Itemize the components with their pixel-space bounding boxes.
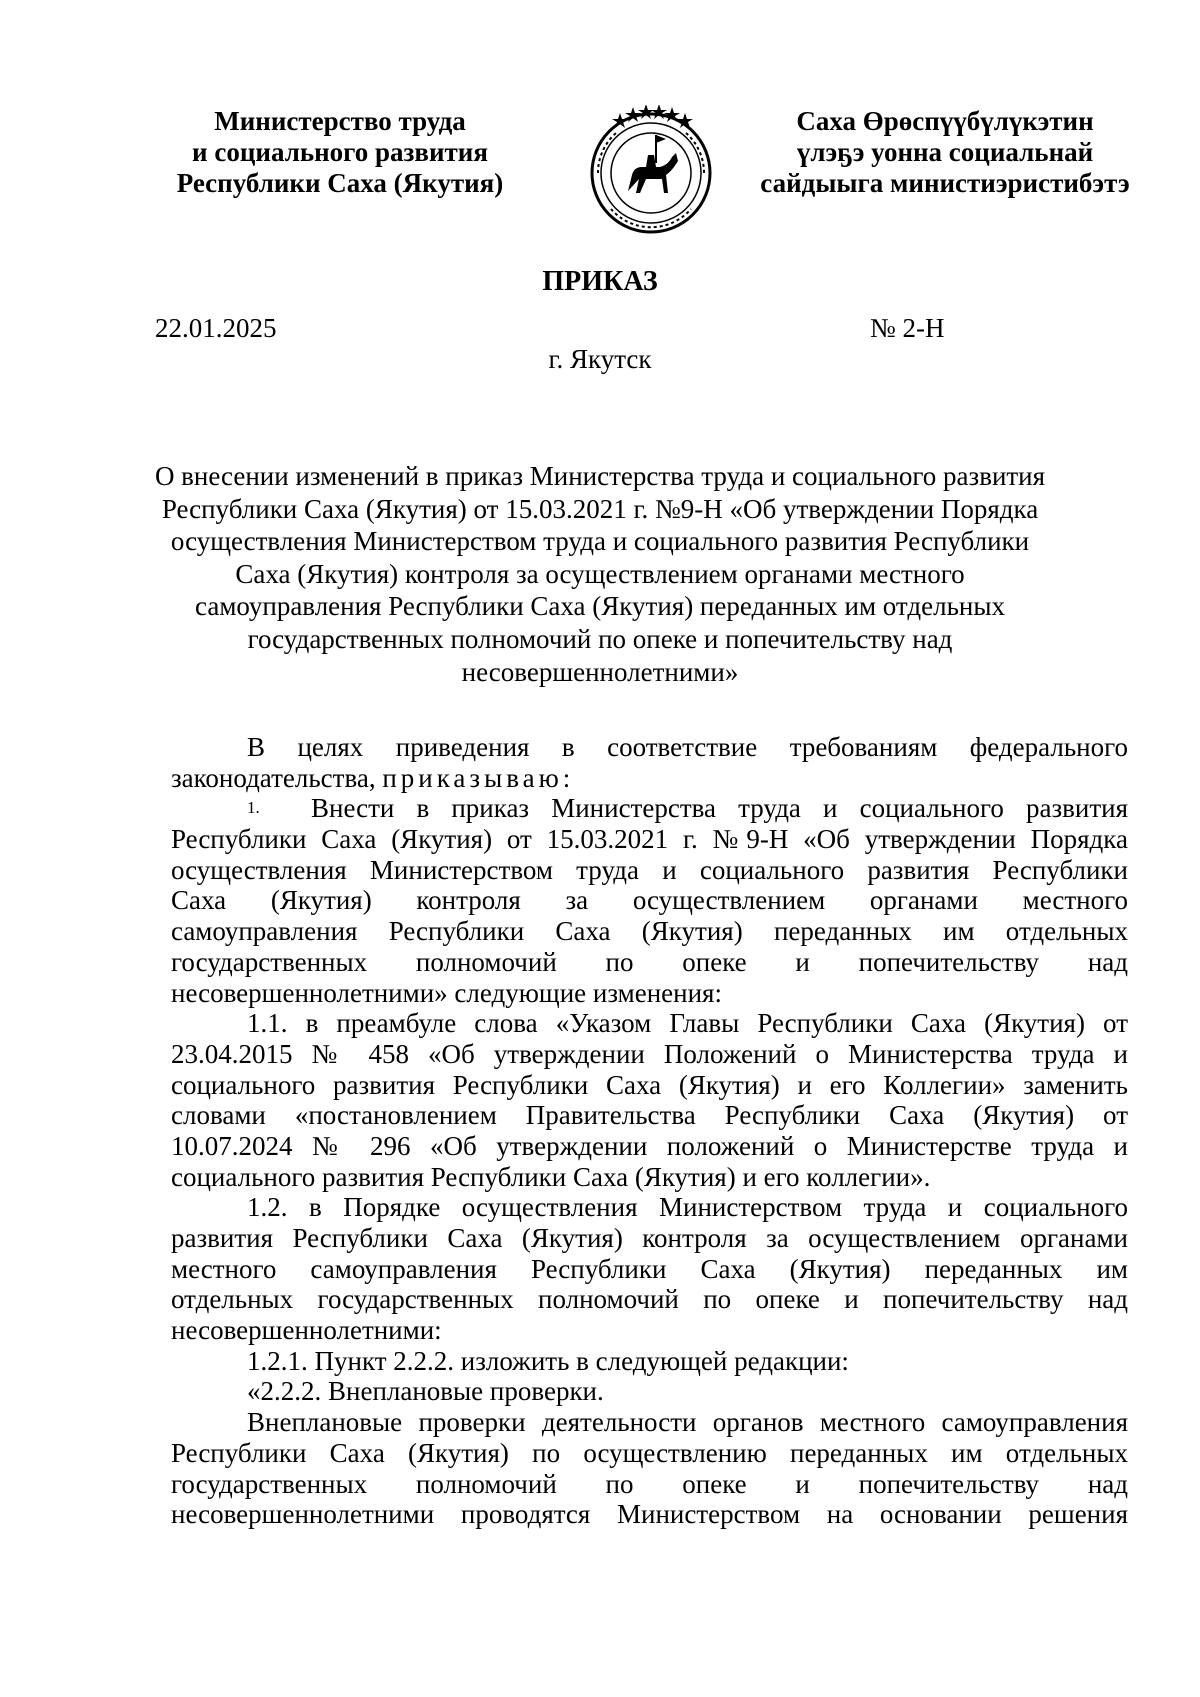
order-subject <box>140 460 1060 688</box>
body-line: Внеплановые проверки деятельности органов местного самоуправления <box>247 1407 1128 1438</box>
subject-line: Республики Саха (Якутия) от 15.03.2021 г. №9-Н «Об утверждении Порядка <box>161 493 1039 524</box>
subject-line: несовершеннолетними» <box>461 656 739 687</box>
body-text: законодательства, <box>171 762 383 793</box>
body-line: государственных полномочий по опеке и попечительству над <box>171 946 1128 977</box>
order-title: ПРИКАЗ <box>542 266 658 297</box>
body-line: словами «постановлением Правительства Республики Саха (Якутия) от <box>171 1100 1128 1131</box>
body-line: несовершеннолетними: <box>171 1315 442 1346</box>
body-text: : <box>562 762 571 793</box>
subject-line: самоуправления Республики Саха (Якутия) переданных им отдельных <box>195 591 1005 622</box>
body-line: несовершеннолетними» следующие изменения: <box>171 977 722 1008</box>
ministry-name-line: үлэҕэ уонна социальнай <box>796 137 1094 167</box>
body-line: социального развития Республики Саха (Якутия) и его Коллегии» заменить <box>171 1069 1128 1100</box>
body-line: В целях приведения в соответствие требованиям федерального <box>247 732 1128 762</box>
subject-line: О внесении изменений в приказ Министерства труда и социального развития <box>154 461 1046 491</box>
item-1-first-line <box>171 793 1128 824</box>
coat-of-arms-sakha-republic-icon <box>576 105 726 235</box>
body-line: отдельных государственных полномочий по опеке и попечительству над <box>171 1284 1128 1315</box>
body-line: Республики Саха (Якутия) от 15.03.2021 г. №9-Н «Об утверждении Порядка <box>171 824 1128 855</box>
ministry-name-line: и социального развития <box>192 137 488 167</box>
order-body <box>171 732 1128 1530</box>
body-line: осуществления Министерством труда и социального развития Республики <box>171 854 1128 885</box>
subject-line: Саха (Якутия) контроля за осуществлением органами местного <box>235 558 965 589</box>
order-city: г. Якутск <box>548 344 652 374</box>
ministry-name-line: Республики Саха (Якутия) <box>176 168 504 198</box>
body-line: 10.07.2024 № 296 «Об утверждении положений о Министерстве труда и <box>171 1130 1128 1161</box>
body-line: местного самоуправления Республики Саха (Якутия) переданных им <box>171 1253 1128 1284</box>
body-line: несовершеннолетними проводятся Министерством на основании решения <box>171 1499 1128 1530</box>
ministry-name-line: Саха Өрөспүүбүлүкэтин <box>796 106 1094 136</box>
body-line: 23.04.2015 № 458 «Об утверждении Положений о Министерства труда и <box>171 1038 1128 1069</box>
ministry-name-line: Министерство труда <box>214 106 466 136</box>
order-date: 22.01.2025 <box>155 313 277 343</box>
body-line: развития Республики Саха (Якутия) контроля за осуществлением органами <box>171 1223 1128 1253</box>
body-line: Республики Саха (Якутия) по осуществлению переданных им отдельных <box>171 1437 1128 1468</box>
ministry-name-yakut <box>755 106 1135 199</box>
subject-line: осуществления Министерством труда и социального развития Республики <box>170 526 1030 557</box>
ministry-name-russian <box>160 106 520 199</box>
body-line: государственных полномочий по опеке и попечительству над <box>171 1468 1128 1499</box>
subject-line: государственных полномочий по опеке и попечительству над <box>247 623 953 654</box>
ministry-name-line: сайдыыга министиэристибэтэ <box>760 168 1130 198</box>
body-line: 1.2. в Порядке осуществления Министерством труда и социального <box>247 1192 1128 1223</box>
item-1-number: 1. <box>247 798 260 818</box>
body-text: Внести в приказ Министерства труда и социального развития <box>311 793 1128 824</box>
body-line: социального развития Республики Саха (Якутия) и его коллегии». <box>171 1161 931 1192</box>
spaced-order-word: приказываю <box>382 762 563 793</box>
body-line: Саха (Якутия) контроля за осуществлением органами местного <box>171 885 1128 916</box>
body-line: 1.1. в преамбуле слова «Указом Главы Республики Саха (Якутия) от <box>247 1008 1128 1039</box>
body-line: «2.2.2. Внеплановые проверки. <box>247 1376 604 1407</box>
body-line: 1.2.1. Пункт 2.2.2. изложить в следующей редакции: <box>247 1345 849 1376</box>
body-line: самоуправления Республики Саха (Якутия) переданных им отдельных <box>171 916 1128 947</box>
order-number: № 2-Н <box>870 313 945 343</box>
body-line <box>171 763 1128 794</box>
